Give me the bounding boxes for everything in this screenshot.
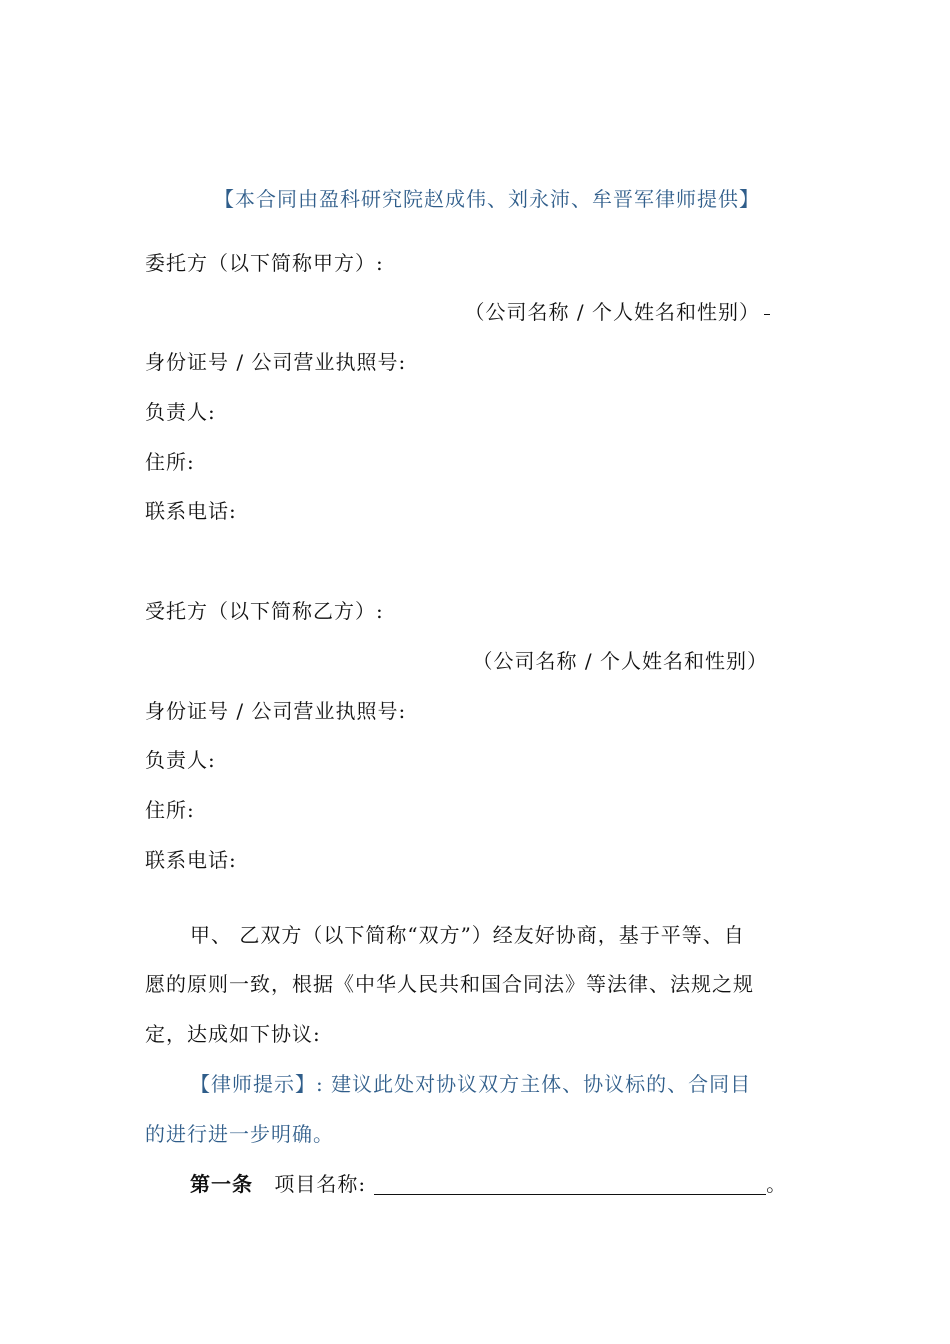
trailing-dash	[764, 314, 770, 315]
preamble-line-2: 愿的原则一致，根据《中华人民共和国合同法》等法律、法规之规	[145, 972, 754, 996]
party-b-phone-label: 联系电话:	[145, 848, 237, 872]
party-a-name-hint	[0, 299, 770, 325]
article-1-label: 项目名称:	[274, 1172, 367, 1196]
party-a-phone-label: 联系电话:	[145, 499, 237, 523]
party-a-heading: 委托方（以下简称甲方）:	[145, 251, 384, 275]
article-1-number: 第一条	[190, 1172, 253, 1196]
article-1	[145, 1171, 787, 1197]
party-b-principal-label: 负责人:	[145, 748, 216, 772]
party-a-name-hint-text: （公司名称 / 个人姓名和性别）	[464, 300, 760, 324]
header-note: 【本合同由盈科研究院赵成伟、刘永沛、牟晋军律师提供】	[214, 187, 760, 211]
party-b-id-label: 身份证号 / 公司营业执照号:	[145, 699, 407, 723]
preamble-line-1: 甲、 乙双方（以下简称“双方”）经友好协商，基于平等、自	[190, 923, 745, 947]
lawyer-tip-line-2: 的进行进一步明确。	[145, 1122, 334, 1146]
article-1-end: 。	[766, 1172, 788, 1196]
party-b-name-hint: （公司名称 / 个人姓名和性别）	[472, 649, 768, 673]
party-b-address-label: 住所:	[145, 798, 195, 822]
project-name-blank[interactable]	[374, 1172, 766, 1195]
party-a-id-label: 身份证号 / 公司营业执照号:	[145, 350, 407, 374]
party-a-principal-label: 负责人:	[145, 400, 216, 424]
lawyer-tip-line-1: 【律师提示】: 建议此处对协议双方主体、协议标的、合同目	[190, 1072, 752, 1096]
party-a-address-label: 住所:	[145, 450, 195, 474]
party-b-heading: 受托方（以下简称乙方）:	[145, 599, 384, 623]
preamble-line-3: 定，达成如下协议:	[145, 1022, 321, 1046]
